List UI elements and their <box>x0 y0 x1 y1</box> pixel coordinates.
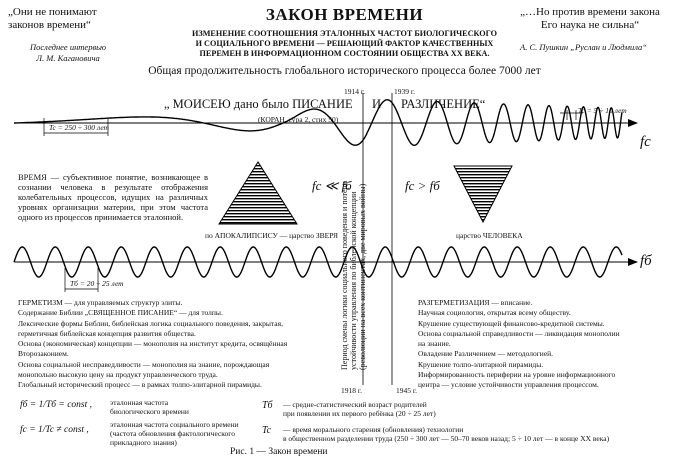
time-definition: ВРЕМЯ — субъективное понятие, возникающее в сознании человека в результате отображения колебательных процессов, идущих на различных уровнях организации материи, при этом частота одного из процессов принимается эталонной. <box>18 172 208 222</box>
formula-desc-line: эталонная частота <box>110 398 169 407</box>
pyramid-icon <box>219 162 297 224</box>
tb-label: Tб = 20 ÷ 25 лет <box>70 279 124 288</box>
quote-left-line: законов времени“ <box>8 19 91 31</box>
tc-symbol: Tc <box>262 425 272 436</box>
tb-desc-line: — средне-статистический возраст родителей <box>283 400 427 409</box>
hermetism-line: ГЕРМЕТИЗМ — для управляемых структур элиты. <box>18 298 183 307</box>
transition-line: Период смены логики социального поведения и потери <box>340 181 349 370</box>
transition-line: (революции на всех континентах, две мировых войны) <box>358 183 367 370</box>
koran-ref: (КОРАН, сура 2, стих 50) <box>258 115 339 124</box>
dehermetization-line: Информированность периферии на уровне информационного <box>418 370 616 380</box>
formula-fb-desc <box>110 398 189 416</box>
dehermetization-line: Крушение существующей финансово-кредитной системы. <box>418 318 605 328</box>
year-1914: 1914 г. <box>344 87 365 96</box>
tb-desc-line: при появлении их первого ребёнка (20 ÷ 25 лет) <box>283 409 436 418</box>
quote-left-source-line: Л. М. Кагановича <box>36 53 100 63</box>
formula-desc-line: биологического времени <box>110 407 189 416</box>
inverted-pyramid-caption: царство ЧЕЛОВЕКА <box>456 231 523 240</box>
year-1918: 1918 г. <box>341 386 362 395</box>
phrase-mid: И <box>372 97 382 111</box>
hermetism-line: Второзаконием. <box>18 349 69 359</box>
dehermetization-block <box>418 298 620 391</box>
subtitle-line: ИЗМЕНЕНИЕ СООТНОШЕНИЯ ЭТАЛОННЫХ ЧАСТОТ БИОЛОГИЧЕСКОГО <box>192 29 497 38</box>
quote-left-source-line: Последнее интервью <box>30 42 107 52</box>
subtitle-line: ПЕРЕМЕН В ИНФОРМАЦИОННОМ СОСТОЯНИИ ОБЩЕСТВА XX ВЕКА. <box>199 49 490 58</box>
pyramid-caption: по АПОКАЛИПСИСУ — царство ЗВЕРЯ <box>205 231 338 240</box>
dehermetization-line: Основа социальной справедливости — ликвидация монополии <box>418 328 620 338</box>
hermetism-line: Основа (экономическая) концепции — монополия на институт кредита, освящённая <box>18 339 288 349</box>
subtitle-line: И СОЦИАЛЬНОГО ВРЕМЕНИ — РЕШАЮЩИЙ ФАКТОР КАЧЕСТВЕННЫХ <box>195 39 494 48</box>
transition-line: устойчивости управления по библейской концепции <box>349 191 358 370</box>
hermetism-line: Содержание Библии „СВЯЩЕННОЕ ПИСАНИЕ“ — для толпы. <box>18 308 223 318</box>
phrase-right: РАЗЛИЧЕНИЕ“ <box>401 97 486 111</box>
tc-right-label: Tc = 5 ÷ 10 лет <box>578 106 627 115</box>
fb-axis-label: fб <box>640 253 652 269</box>
formula-fb: fб = 1/Tб = const , <box>20 400 92 410</box>
dehermetization-line: центра — условие устойчивости управления процессом. <box>418 380 599 390</box>
formula-desc-line: прикладного знания) <box>110 438 177 447</box>
formula-fc-desc <box>110 420 239 447</box>
dehermetization-line: на знание. <box>418 339 451 349</box>
quote-right-line: Его наука не сильна“ <box>540 19 640 31</box>
hermetism-line: герметичная библейская концепция развития общества. <box>18 328 196 338</box>
tb-desc <box>283 400 436 418</box>
bottom-axis-arrow <box>628 258 638 266</box>
formula-desc-line: эталонная частота социального времени <box>110 420 239 429</box>
transition-period-text <box>340 181 367 370</box>
hermetism-line: Основа социальной несправедливости — монополия на знание, порождающая <box>18 359 270 369</box>
top-axis-arrow <box>628 119 638 127</box>
inverted-pyramid-icon <box>454 166 512 222</box>
year-1945: 1945 г. <box>396 386 417 395</box>
relation-right: fc > fб <box>405 178 440 193</box>
fc-axis-label: fc <box>640 134 651 150</box>
hermetism-line: Лексические формы Библии, библейская логика социального поведения, закрытая, <box>18 318 283 328</box>
formula-fc: fc = 1/Tc ≠ const , <box>20 425 89 435</box>
duration-line: Общая продолжительность глобального исторического процесса более 7000 лет <box>148 65 541 77</box>
quote-right-line: „…Но против времени закона <box>520 6 660 18</box>
hermetism-line: монопольно высокую цену на продукт управленческого труда. <box>18 370 218 380</box>
page-title: ЗАКОН ВРЕМЕНИ <box>265 5 424 24</box>
tb-symbol: Tб <box>262 400 273 411</box>
tc-desc <box>283 425 609 443</box>
dehermetization-line: Научная социология, открытая всему обществу. <box>418 308 571 318</box>
quote-left-line: „Они не понимают <box>8 6 97 18</box>
dehermetization-line: РАЗГЕРМЕТИЗАЦИЯ — вписание. <box>418 298 533 307</box>
phrase-left: „ МОИСЕЮ дано было ПИСАНИЕ <box>164 97 353 111</box>
dehermetization-line: Крушение толпо-элитарной пирамиды. <box>418 359 544 369</box>
tc-desc-line: в общественном разделении труда (250 ÷ 300 лет — 50–70 веков назад; 5 ÷ 10 лет — в конце XX века) <box>283 434 610 443</box>
quote-right-source: А. С. Пушкин „Руслан и Людмила“ <box>520 42 648 52</box>
hermetism-block <box>18 298 287 391</box>
year-1939: 1939 г. <box>394 87 415 96</box>
relation-left: fc ≪ fб <box>312 178 352 193</box>
formula-desc-line: (частота обновления фактологического <box>110 429 235 438</box>
tc-left-label: Tc = 250 ÷ 300 лет <box>49 123 109 132</box>
tc-desc-line: — время морального старения (обновления) технологии <box>283 425 464 434</box>
dehermetization-line: Овладение Различением — методологией. <box>418 349 554 359</box>
hermetism-line: Глобальный исторический процесс — в рамках толпо-элитарной пирамиды. <box>18 380 262 390</box>
figure-caption: Рис. 1 — Закон времени <box>230 447 328 457</box>
